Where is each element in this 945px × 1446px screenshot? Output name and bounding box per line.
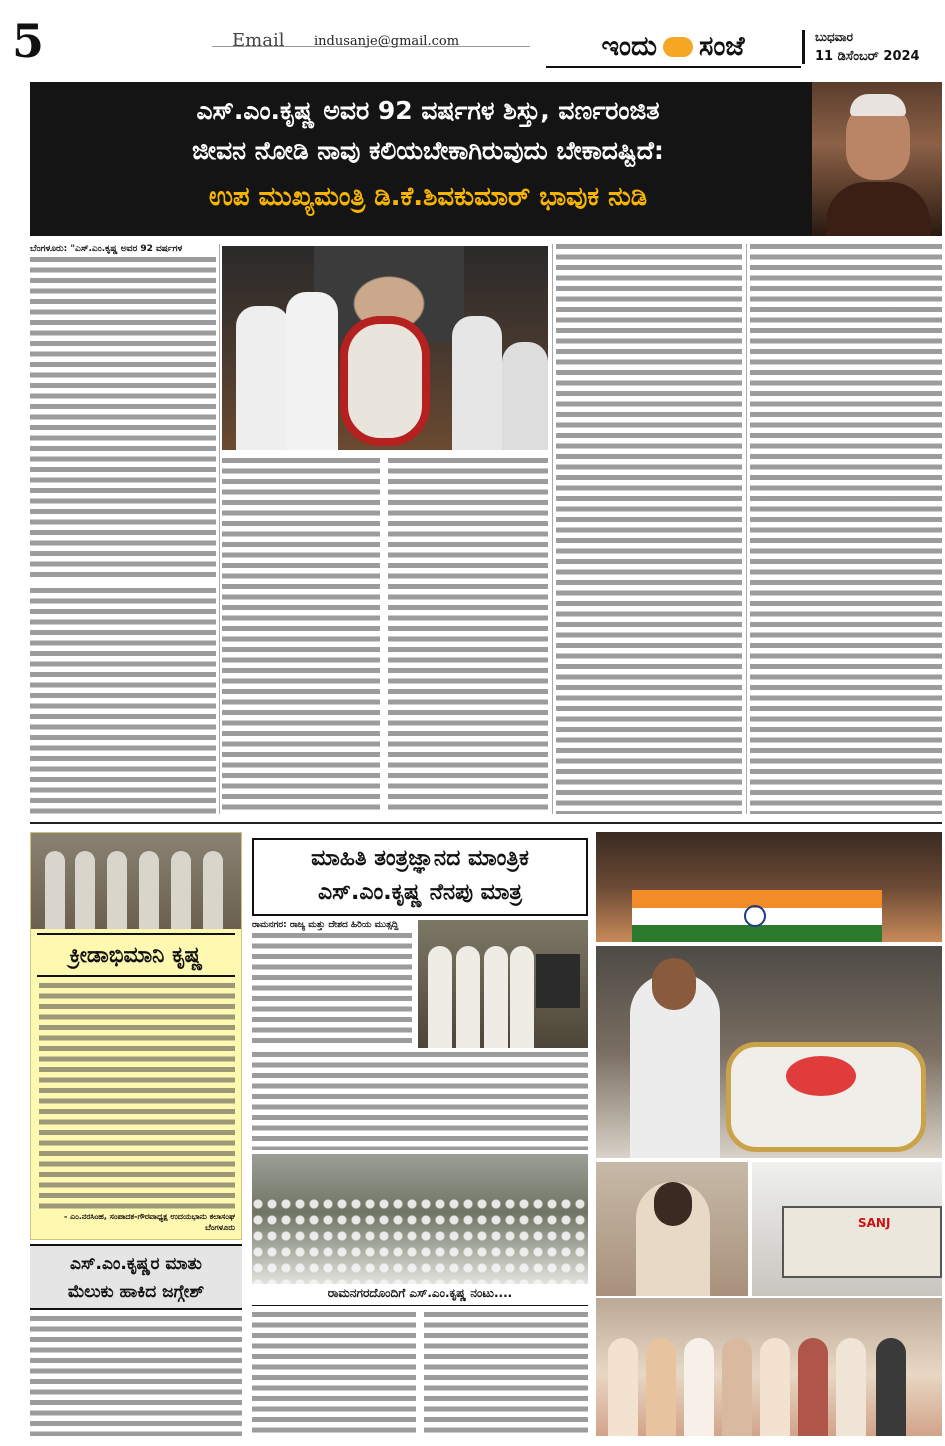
mourner-figure bbox=[286, 292, 338, 450]
stone-plaque bbox=[536, 954, 580, 1008]
person-figure bbox=[428, 946, 452, 1048]
seated-mourner bbox=[760, 1338, 790, 1436]
flag-green-band bbox=[632, 925, 882, 942]
ashoka-chakra-icon bbox=[744, 905, 766, 927]
ramanagara-crowd-photo bbox=[252, 1154, 588, 1284]
flower-garland bbox=[340, 316, 430, 446]
paying-respects-photo bbox=[596, 946, 942, 1158]
flag-draped-body-photo bbox=[596, 832, 942, 942]
column-rule bbox=[552, 244, 553, 814]
main-story-column-4 bbox=[750, 244, 942, 814]
grieving-woman-photo bbox=[596, 1162, 748, 1296]
middle-story-body bbox=[252, 1052, 588, 1150]
sidebar-body bbox=[39, 983, 235, 1209]
text-lines bbox=[388, 458, 548, 814]
it-wizard-headline-line2: ಎಸ್.ಎಂ.ಕೃಷ್ಣ ನೆನಪು ಮಾತ್ರ bbox=[318, 880, 522, 905]
seated-mourner bbox=[608, 1338, 638, 1436]
date-block bbox=[802, 30, 942, 64]
mourners-seated-photo bbox=[596, 1298, 942, 1436]
section-divider bbox=[30, 822, 942, 824]
text-lines bbox=[30, 257, 216, 582]
jaggesh-headline-line2: ಮೆಲುಕು ಹಾಕಿದ ಜಗ್ಗೇಶ್ bbox=[67, 1282, 205, 1302]
text-lines bbox=[30, 588, 216, 814]
weekday: ಬುಧವಾರ bbox=[815, 30, 853, 44]
crowd-figures bbox=[252, 1198, 588, 1284]
main-headline-line1: ಎಸ್.ಎಂ.ಕೃಷ್ಣ ಅವರ 92 ವರ್ಷಗಳ ಶಿಸ್ತು, ವರ್ಣರಂಜಿತ bbox=[196, 96, 660, 125]
middle-story-intro bbox=[252, 920, 412, 1048]
email-address[interactable]: indusanje@gmail.com bbox=[314, 34, 460, 49]
main-story-column-2b bbox=[388, 458, 548, 814]
middle-story-col-a bbox=[252, 1312, 416, 1436]
logo-underline bbox=[546, 66, 801, 68]
issue-date: 11 ಡಿಸೆಂಬರ್ 2024 bbox=[815, 49, 920, 64]
headline-banner bbox=[30, 82, 942, 236]
text-lines bbox=[750, 244, 942, 814]
logo-sun-icon bbox=[663, 37, 693, 57]
portrait-coat bbox=[826, 182, 930, 236]
mourner-head bbox=[652, 958, 696, 1010]
seated-mourner bbox=[646, 1338, 676, 1436]
main-story-column-2a bbox=[222, 458, 380, 814]
text-lines bbox=[30, 1316, 242, 1436]
main-story-column-1a bbox=[30, 244, 216, 584]
email-label: Email bbox=[232, 30, 285, 51]
jaggesh-story-body bbox=[30, 1316, 242, 1436]
person-figure bbox=[456, 946, 480, 1048]
middle-story-col-b bbox=[424, 1312, 588, 1436]
sports-fan-sidebar bbox=[30, 832, 242, 1240]
flower-garland bbox=[786, 1056, 856, 1096]
main-headline-line2: ಜೀವನ ನೋಡಿ ನಾವು ಕಲಿಯಬೇಕಾಗಿರುವುದು ಬೇಕಾದಷ್ಟಿದೆ: bbox=[192, 136, 664, 165]
tribute-photo bbox=[222, 246, 548, 450]
vehicle-label: SANJ bbox=[858, 1216, 891, 1230]
text-lines bbox=[252, 1052, 588, 1150]
mourner-figure bbox=[452, 316, 502, 450]
middle-story-lead: ರಾಮನಗರ: ರಾಜ್ಯ ಮತ್ತು ದೇಶದ ಹಿರಿಯ ಮುತ್ಸದ್ದಿ bbox=[252, 920, 399, 930]
hearse-vehicle-photo bbox=[752, 1162, 942, 1296]
logo-right-text: ಸಂಜೆ bbox=[699, 31, 745, 62]
national-flag bbox=[632, 890, 882, 942]
sidebar-byline: - ಎಂ.ನರಸಿಂಹ, ಸಂಪಾದಕ-ಗೌರವಾಧ್ಯಕ್ಷ ಉದಯಭಾನು ಕಲಾಸಂಘ ಬೆಂಗಳೂರು bbox=[63, 1212, 235, 1232]
text-lines bbox=[252, 933, 412, 1047]
portrait-hair bbox=[850, 94, 906, 116]
main-story-column-1b bbox=[30, 588, 216, 814]
person-figure bbox=[171, 851, 191, 929]
main-subheadline: ಉಪ ಮುಖ್ಯಮಂತ್ರಿ ಡಿ.ಕೆ.ಶಿವಕುಮಾರ್ ಭಾವುಕ ನುಡಿ bbox=[208, 182, 648, 212]
crowd-photo-caption: ರಾಮನಗರದೊಂದಿಗೆ ಎಸ್.ಎಂ.ಕೃಷ್ಣ ನಂಟು.... bbox=[252, 1286, 588, 1306]
person-figure bbox=[139, 851, 159, 929]
main-story-column-3 bbox=[556, 244, 742, 814]
standing-man bbox=[876, 1338, 906, 1436]
mourner-figure bbox=[236, 306, 290, 450]
sm-krishna-portrait bbox=[812, 82, 942, 236]
seated-mourner bbox=[722, 1338, 752, 1436]
seated-mourner bbox=[798, 1338, 828, 1436]
person-figure bbox=[510, 946, 534, 1048]
jaggesh-headline bbox=[30, 1244, 242, 1310]
column-rule bbox=[746, 244, 747, 814]
it-wizard-headline-line1: ಮಾಹಿತಿ ತಂತ್ರಜ್ಞಾನದ ಮಾಂತ್ರಿಕ bbox=[311, 846, 529, 871]
newspaper-logo bbox=[552, 28, 794, 66]
person-figure bbox=[107, 851, 127, 929]
text-lines bbox=[252, 1312, 416, 1436]
plaque-unveiling-photo bbox=[418, 920, 588, 1048]
mourner-figure bbox=[502, 342, 548, 450]
seated-mourner bbox=[684, 1338, 714, 1436]
seated-mourner bbox=[836, 1338, 866, 1436]
it-wizard-headline bbox=[252, 838, 588, 916]
main-story-lead: ಬೆಂಗಳೂರು: "ಎಸ್.ಎಂ.ಕೃಷ್ಣ ಅವರ 92 ವರ್ಷಗಳ bbox=[30, 244, 183, 254]
person-figure bbox=[484, 946, 508, 1048]
woman-head bbox=[654, 1182, 692, 1226]
person-figure bbox=[203, 851, 223, 929]
person-figure bbox=[45, 851, 65, 929]
text-lines bbox=[222, 458, 380, 814]
group-photo bbox=[31, 833, 241, 929]
column-rule bbox=[219, 244, 220, 814]
text-lines bbox=[39, 983, 235, 1209]
flag-white-band bbox=[632, 908, 882, 925]
text-lines bbox=[556, 244, 742, 814]
logo-left-text: ಇಂದು bbox=[601, 31, 657, 62]
sidebar-headline: ಕ್ರೀಡಾಭಿಮಾನಿ ಕೃಷ್ಣ bbox=[37, 933, 235, 977]
page-number: 5 bbox=[12, 14, 45, 68]
text-lines bbox=[424, 1312, 588, 1436]
person-figure bbox=[75, 851, 95, 929]
jaggesh-headline-line1: ಎಸ್.ಎಂ.ಕೃಷ್ಣರ ಮಾತು bbox=[70, 1254, 202, 1274]
